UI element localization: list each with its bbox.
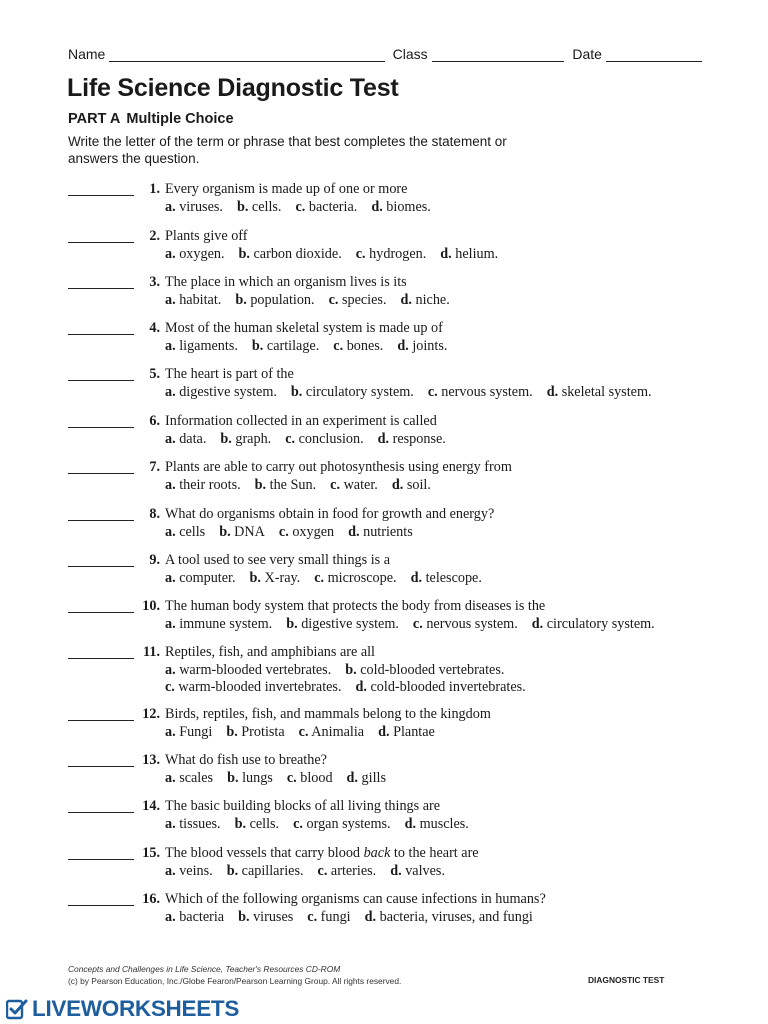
option-letter: d. — [371, 198, 383, 215]
question-stem: A tool used to see very small things is a — [165, 552, 391, 568]
option-letter: b. — [226, 723, 238, 740]
question-stem: Information collected in an experiment is called — [165, 413, 437, 429]
option-text: hydrogen. — [369, 245, 427, 262]
answer-option — [401, 292, 450, 308]
question-number: 12. — [142, 706, 160, 722]
part-heading — [68, 111, 234, 127]
answer-option — [235, 816, 280, 832]
option-letter: d. — [348, 523, 360, 540]
option-text: ligaments. — [179, 337, 238, 354]
question-number: 5. — [149, 366, 160, 382]
answer-option — [356, 679, 526, 695]
answer-option — [307, 909, 350, 925]
option-letter: c. — [333, 337, 344, 354]
question-stem-emphasis: back — [363, 845, 391, 861]
answer-options — [165, 338, 461, 356]
answer-option — [318, 863, 377, 879]
answer-option — [219, 524, 265, 540]
answer-option — [285, 431, 363, 447]
option-text: habitat. — [179, 291, 222, 308]
answer-option — [165, 570, 236, 586]
answer-options — [165, 679, 540, 697]
question-number: 3. — [149, 274, 160, 290]
question-number: 10. — [142, 598, 160, 614]
option-text: bacteria. — [308, 198, 358, 215]
answer-option — [397, 338, 447, 354]
date-label: Date — [572, 46, 602, 62]
footer-label: DIAGNOSTIC TEST — [588, 975, 665, 985]
option-letter: a. — [165, 815, 176, 832]
answer-option — [428, 384, 533, 400]
answer-options — [165, 292, 464, 310]
option-letter: c. — [298, 723, 309, 740]
option-text: cells — [179, 523, 206, 540]
answer-option — [165, 616, 272, 632]
answer-options — [165, 662, 518, 680]
answer-options — [165, 570, 496, 588]
answer-option — [299, 724, 364, 740]
part-name: Multiple Choice — [126, 111, 234, 127]
option-text: microscope. — [327, 569, 397, 586]
answer-option — [235, 292, 314, 308]
footer-credits — [68, 963, 401, 987]
question-number: 16. — [142, 891, 160, 907]
option-text: oxygen — [292, 523, 335, 540]
option-letter: b. — [234, 815, 247, 832]
option-letter: b. — [226, 862, 239, 879]
question-number: 9. — [149, 552, 160, 568]
option-text: viruses. — [179, 198, 223, 215]
option-letter: c. — [278, 523, 289, 540]
answer-option — [165, 909, 224, 925]
option-letter: a. — [165, 337, 176, 354]
option-letter: b. — [251, 337, 264, 354]
answer-blank[interactable] — [68, 334, 134, 335]
option-letter: d. — [546, 383, 559, 400]
answer-option — [165, 199, 223, 215]
question-stem: Plants are able to carry out photosynthesis using energy from — [165, 459, 512, 475]
option-text: warm-blooded invertebrates. — [178, 679, 342, 695]
question-stem: The heart is part of the — [165, 366, 294, 382]
option-text: lungs — [242, 769, 273, 786]
answer-options — [165, 724, 449, 742]
option-letter: a. — [165, 569, 176, 586]
option-text: data. — [179, 430, 207, 447]
option-letter: c. — [317, 862, 328, 879]
question-stem: Reptiles, fish, and amphibians are all — [165, 644, 375, 660]
question-number: 15. — [142, 845, 160, 861]
option-letter: c. — [307, 908, 318, 925]
option-letter: c. — [355, 245, 366, 262]
option-letter: a. — [165, 430, 176, 447]
answer-option — [371, 199, 431, 215]
question-stem: Most of the human skeletal system is made up of — [165, 320, 443, 336]
option-text: cartilage. — [266, 337, 320, 354]
option-letter: c. — [330, 476, 341, 493]
option-letter: b. — [238, 908, 250, 925]
option-text: Protista — [241, 723, 285, 740]
answer-blank[interactable] — [68, 720, 134, 721]
answer-option — [365, 909, 533, 925]
option-letter: b. — [227, 769, 239, 786]
answer-option — [413, 616, 518, 632]
option-letter: b. — [236, 198, 249, 215]
option-text: fungi — [320, 908, 351, 925]
option-text: muscles. — [419, 815, 469, 832]
option-letter: a. — [165, 615, 176, 632]
part-label: PART A — [68, 111, 121, 127]
option-text: computer. — [179, 569, 236, 586]
answer-option — [165, 477, 241, 493]
option-letter: b. — [345, 661, 357, 678]
answer-option — [165, 431, 206, 447]
option-letter: a. — [165, 723, 176, 740]
answer-options — [165, 246, 512, 264]
question-stem — [165, 845, 479, 863]
option-letter: a. — [165, 769, 176, 786]
date-field[interactable] — [606, 47, 702, 62]
option-text: veins. — [179, 862, 213, 879]
instructions: Write the letter of the term or phrase that best completes the statement or answers the question. — [68, 134, 507, 166]
option-letter: d. — [440, 245, 452, 262]
option-letter: d. — [378, 723, 390, 740]
option-letter: a. — [165, 862, 176, 879]
answer-option — [314, 570, 396, 586]
option-letter: b. — [238, 245, 250, 262]
answer-option — [165, 662, 331, 678]
option-text: carbon dioxide. — [253, 245, 342, 262]
answer-blank[interactable] — [68, 905, 134, 906]
option-text: digestive system. — [179, 383, 277, 400]
answer-option — [291, 384, 414, 400]
option-letter: c. — [165, 679, 175, 695]
footer-source: Concepts and Challenges in Life Science, Teacher's Resources CD-ROM — [68, 964, 341, 974]
option-letter: b. — [249, 569, 261, 586]
answer-option — [378, 431, 446, 447]
answer-option — [287, 770, 333, 786]
name-label: Name — [68, 46, 106, 62]
question-number: 13. — [142, 752, 160, 768]
answer-option — [330, 477, 378, 493]
answer-option — [347, 770, 386, 786]
option-text: telescope. — [425, 569, 482, 586]
answer-option — [279, 524, 334, 540]
option-letter: d. — [377, 430, 390, 447]
answer-option — [227, 770, 273, 786]
answer-option — [239, 246, 342, 262]
answer-options — [165, 524, 427, 542]
option-text: bacteria, viruses, and fungi — [379, 908, 533, 925]
option-text: cells. — [249, 815, 280, 832]
answer-options — [165, 863, 459, 881]
answer-options — [165, 816, 483, 834]
option-letter: d. — [400, 291, 412, 308]
answer-blank[interactable] — [68, 195, 134, 196]
option-letter: d. — [346, 769, 358, 786]
answer-option — [165, 524, 205, 540]
class-field[interactable] — [432, 47, 565, 62]
answer-option — [286, 616, 399, 632]
answer-option — [348, 524, 413, 540]
option-text: cold-blooded vertebrates. — [360, 661, 505, 678]
answer-option — [532, 616, 655, 632]
option-text: conclusion. — [298, 430, 364, 447]
option-text: Animalia — [311, 723, 365, 740]
name-field[interactable] — [109, 47, 384, 62]
option-text: bacteria — [179, 908, 225, 925]
answer-options — [165, 616, 669, 634]
answer-options — [165, 477, 445, 495]
option-text: water. — [343, 476, 378, 493]
question-number: 8. — [149, 506, 160, 522]
question-stem: Which of the following organisms can cause infections in humans? — [165, 891, 546, 907]
option-letter: a. — [165, 291, 176, 308]
answer-option — [411, 570, 482, 586]
answer-blank[interactable] — [68, 242, 134, 243]
answer-option — [255, 477, 317, 493]
option-letter: c. — [293, 815, 303, 832]
answer-option — [345, 662, 504, 678]
option-text: skeletal system. — [561, 383, 652, 400]
question-stem: The human body system that protects the body from diseases is the — [165, 598, 546, 614]
answer-option — [329, 292, 387, 308]
answer-option — [165, 724, 212, 740]
answer-option — [547, 384, 652, 400]
option-letter: b. — [254, 476, 267, 493]
option-letter: a. — [165, 383, 176, 400]
option-letter: d. — [397, 337, 409, 354]
answer-options — [165, 199, 445, 217]
option-letter: c. — [314, 569, 325, 586]
option-text: population. — [250, 291, 315, 308]
answer-option — [238, 909, 293, 925]
option-letter: b. — [219, 523, 231, 540]
answer-blank[interactable] — [68, 612, 134, 613]
footer-copyright: (c) by Pearson Education, Inc./Globe Fearon/Pearson Learning Group. All rights reserved. — [68, 976, 402, 986]
option-text: their roots. — [179, 476, 241, 493]
option-text: scales — [179, 769, 214, 786]
answer-blank[interactable] — [68, 859, 134, 860]
option-letter: d. — [410, 569, 423, 586]
question-stem: What do organisms obtain in food for growth and energy? — [165, 506, 495, 522]
answer-option — [165, 679, 342, 695]
option-text: species. — [341, 291, 387, 308]
option-letter: a. — [165, 245, 176, 262]
page-title: Life Science Diagnostic Test — [67, 74, 399, 102]
option-text: oxygen. — [179, 245, 225, 262]
answer-blank[interactable] — [68, 288, 134, 289]
option-text: circulatory system. — [546, 615, 655, 632]
question-stem: Plants give off — [165, 228, 248, 244]
answer-option — [293, 816, 390, 832]
answer-option — [165, 816, 221, 832]
brand-text: LIVEWORKSHEETS — [32, 996, 240, 1021]
question-stem: Birds, reptiles, fish, and mammals belong to the kingdom — [165, 706, 491, 722]
answer-option — [295, 199, 357, 215]
option-letter: a. — [165, 908, 176, 925]
option-letter: c. — [286, 769, 297, 786]
option-text: biomes. — [386, 198, 431, 215]
question-stem: The basic building blocks of all living things are — [165, 798, 441, 814]
answer-option — [227, 863, 304, 879]
option-text: the Sun. — [269, 476, 317, 493]
liveworksheets-logo-icon — [6, 998, 30, 1020]
question-number: 6. — [149, 413, 160, 429]
option-text: soil. — [406, 476, 431, 493]
answer-option — [333, 338, 383, 354]
student-info-line — [68, 44, 702, 62]
answer-option — [226, 724, 284, 740]
question-number: 7. — [149, 459, 160, 475]
answer-option — [250, 570, 301, 586]
question-stem-part: The blood vessels that carry blood — [165, 845, 364, 861]
answer-blank[interactable] — [68, 766, 134, 767]
answer-option — [390, 863, 445, 879]
answer-option — [165, 246, 225, 262]
option-text: Fungi — [179, 723, 213, 740]
question-number: 14. — [142, 798, 160, 814]
answer-option — [237, 199, 282, 215]
option-text: viruses — [253, 908, 294, 925]
answer-option — [165, 338, 238, 354]
answer-blank[interactable] — [68, 812, 134, 813]
option-letter: c. — [285, 430, 296, 447]
question-stem: Every organism is made up of one or more — [165, 181, 408, 197]
option-letter: b. — [220, 430, 232, 447]
option-text: digestive system. — [301, 615, 399, 632]
option-letter: c. — [427, 383, 438, 400]
option-text: joints. — [412, 337, 448, 354]
option-letter: b. — [286, 615, 298, 632]
option-letter: a. — [165, 661, 176, 678]
option-text: circulatory system. — [305, 383, 414, 400]
option-letter: c. — [295, 198, 306, 215]
liveworksheets-brand[interactable] — [6, 996, 239, 1022]
answer-option — [220, 431, 271, 447]
option-text: capillaries. — [241, 862, 304, 879]
answer-option — [378, 724, 435, 740]
answer-options — [165, 384, 666, 402]
option-letter: d. — [404, 815, 417, 832]
option-letter: d. — [355, 679, 367, 695]
question-number: 2. — [149, 228, 160, 244]
option-letter: a. — [165, 523, 176, 540]
answer-options — [165, 431, 460, 449]
option-text: tissues. — [179, 815, 221, 832]
answer-blank[interactable] — [68, 658, 134, 659]
option-letter: b. — [235, 291, 247, 308]
option-text: arteries. — [330, 862, 377, 879]
class-label: Class — [392, 46, 428, 62]
option-text: warm-blooded vertebrates. — [179, 661, 332, 678]
answer-option — [165, 770, 213, 786]
option-text: bones. — [346, 337, 384, 354]
option-text: helium. — [455, 245, 499, 262]
answer-option — [165, 863, 213, 879]
answer-option — [252, 338, 319, 354]
answer-options — [165, 909, 547, 927]
option-letter: a. — [165, 476, 176, 493]
option-letter: d. — [391, 476, 404, 493]
answer-option — [440, 246, 498, 262]
question-stem: The place in which an organism lives is its — [165, 274, 407, 290]
answer-option — [405, 816, 469, 832]
option-letter: a. — [165, 198, 176, 215]
answer-option — [356, 246, 427, 262]
option-text: nervous system. — [441, 383, 533, 400]
option-text: response. — [392, 430, 446, 447]
question-stem-part: to the heart are — [390, 845, 479, 861]
answer-blank[interactable] — [68, 380, 134, 381]
option-text: graph. — [235, 430, 272, 447]
option-text: immune system. — [179, 615, 273, 632]
question-number: 1. — [149, 181, 160, 197]
question-number: 11. — [143, 644, 160, 660]
answer-options — [165, 770, 400, 788]
question-number: 4. — [149, 320, 160, 336]
option-text: valves. — [405, 862, 445, 879]
option-text: cold-blooded invertebrates. — [370, 679, 526, 695]
option-text: DNA — [234, 523, 265, 540]
option-letter: d. — [531, 615, 544, 632]
option-letter: b. — [290, 383, 303, 400]
answer-blank[interactable] — [68, 520, 134, 521]
answer-option — [392, 477, 431, 493]
answer-option — [165, 384, 277, 400]
answer-blank[interactable] — [68, 427, 134, 428]
option-text: nutrients — [363, 523, 413, 540]
option-text: niche. — [415, 291, 450, 308]
option-text: X-ray. — [264, 569, 301, 586]
option-text: cells. — [251, 198, 282, 215]
option-text: nervous system. — [426, 615, 518, 632]
option-text: blood — [300, 769, 333, 786]
answer-option — [165, 292, 221, 308]
answer-blank[interactable] — [68, 473, 134, 474]
option-letter: d. — [390, 862, 402, 879]
option-text: gills — [361, 769, 386, 786]
option-letter: c. — [328, 291, 339, 308]
option-letter: c. — [412, 615, 423, 632]
answer-blank[interactable] — [68, 566, 134, 567]
option-letter: d. — [364, 908, 377, 925]
question-stem: What do fish use to breathe? — [165, 752, 327, 768]
option-text: Plantae — [393, 723, 435, 740]
option-text: organ systems. — [306, 815, 391, 832]
